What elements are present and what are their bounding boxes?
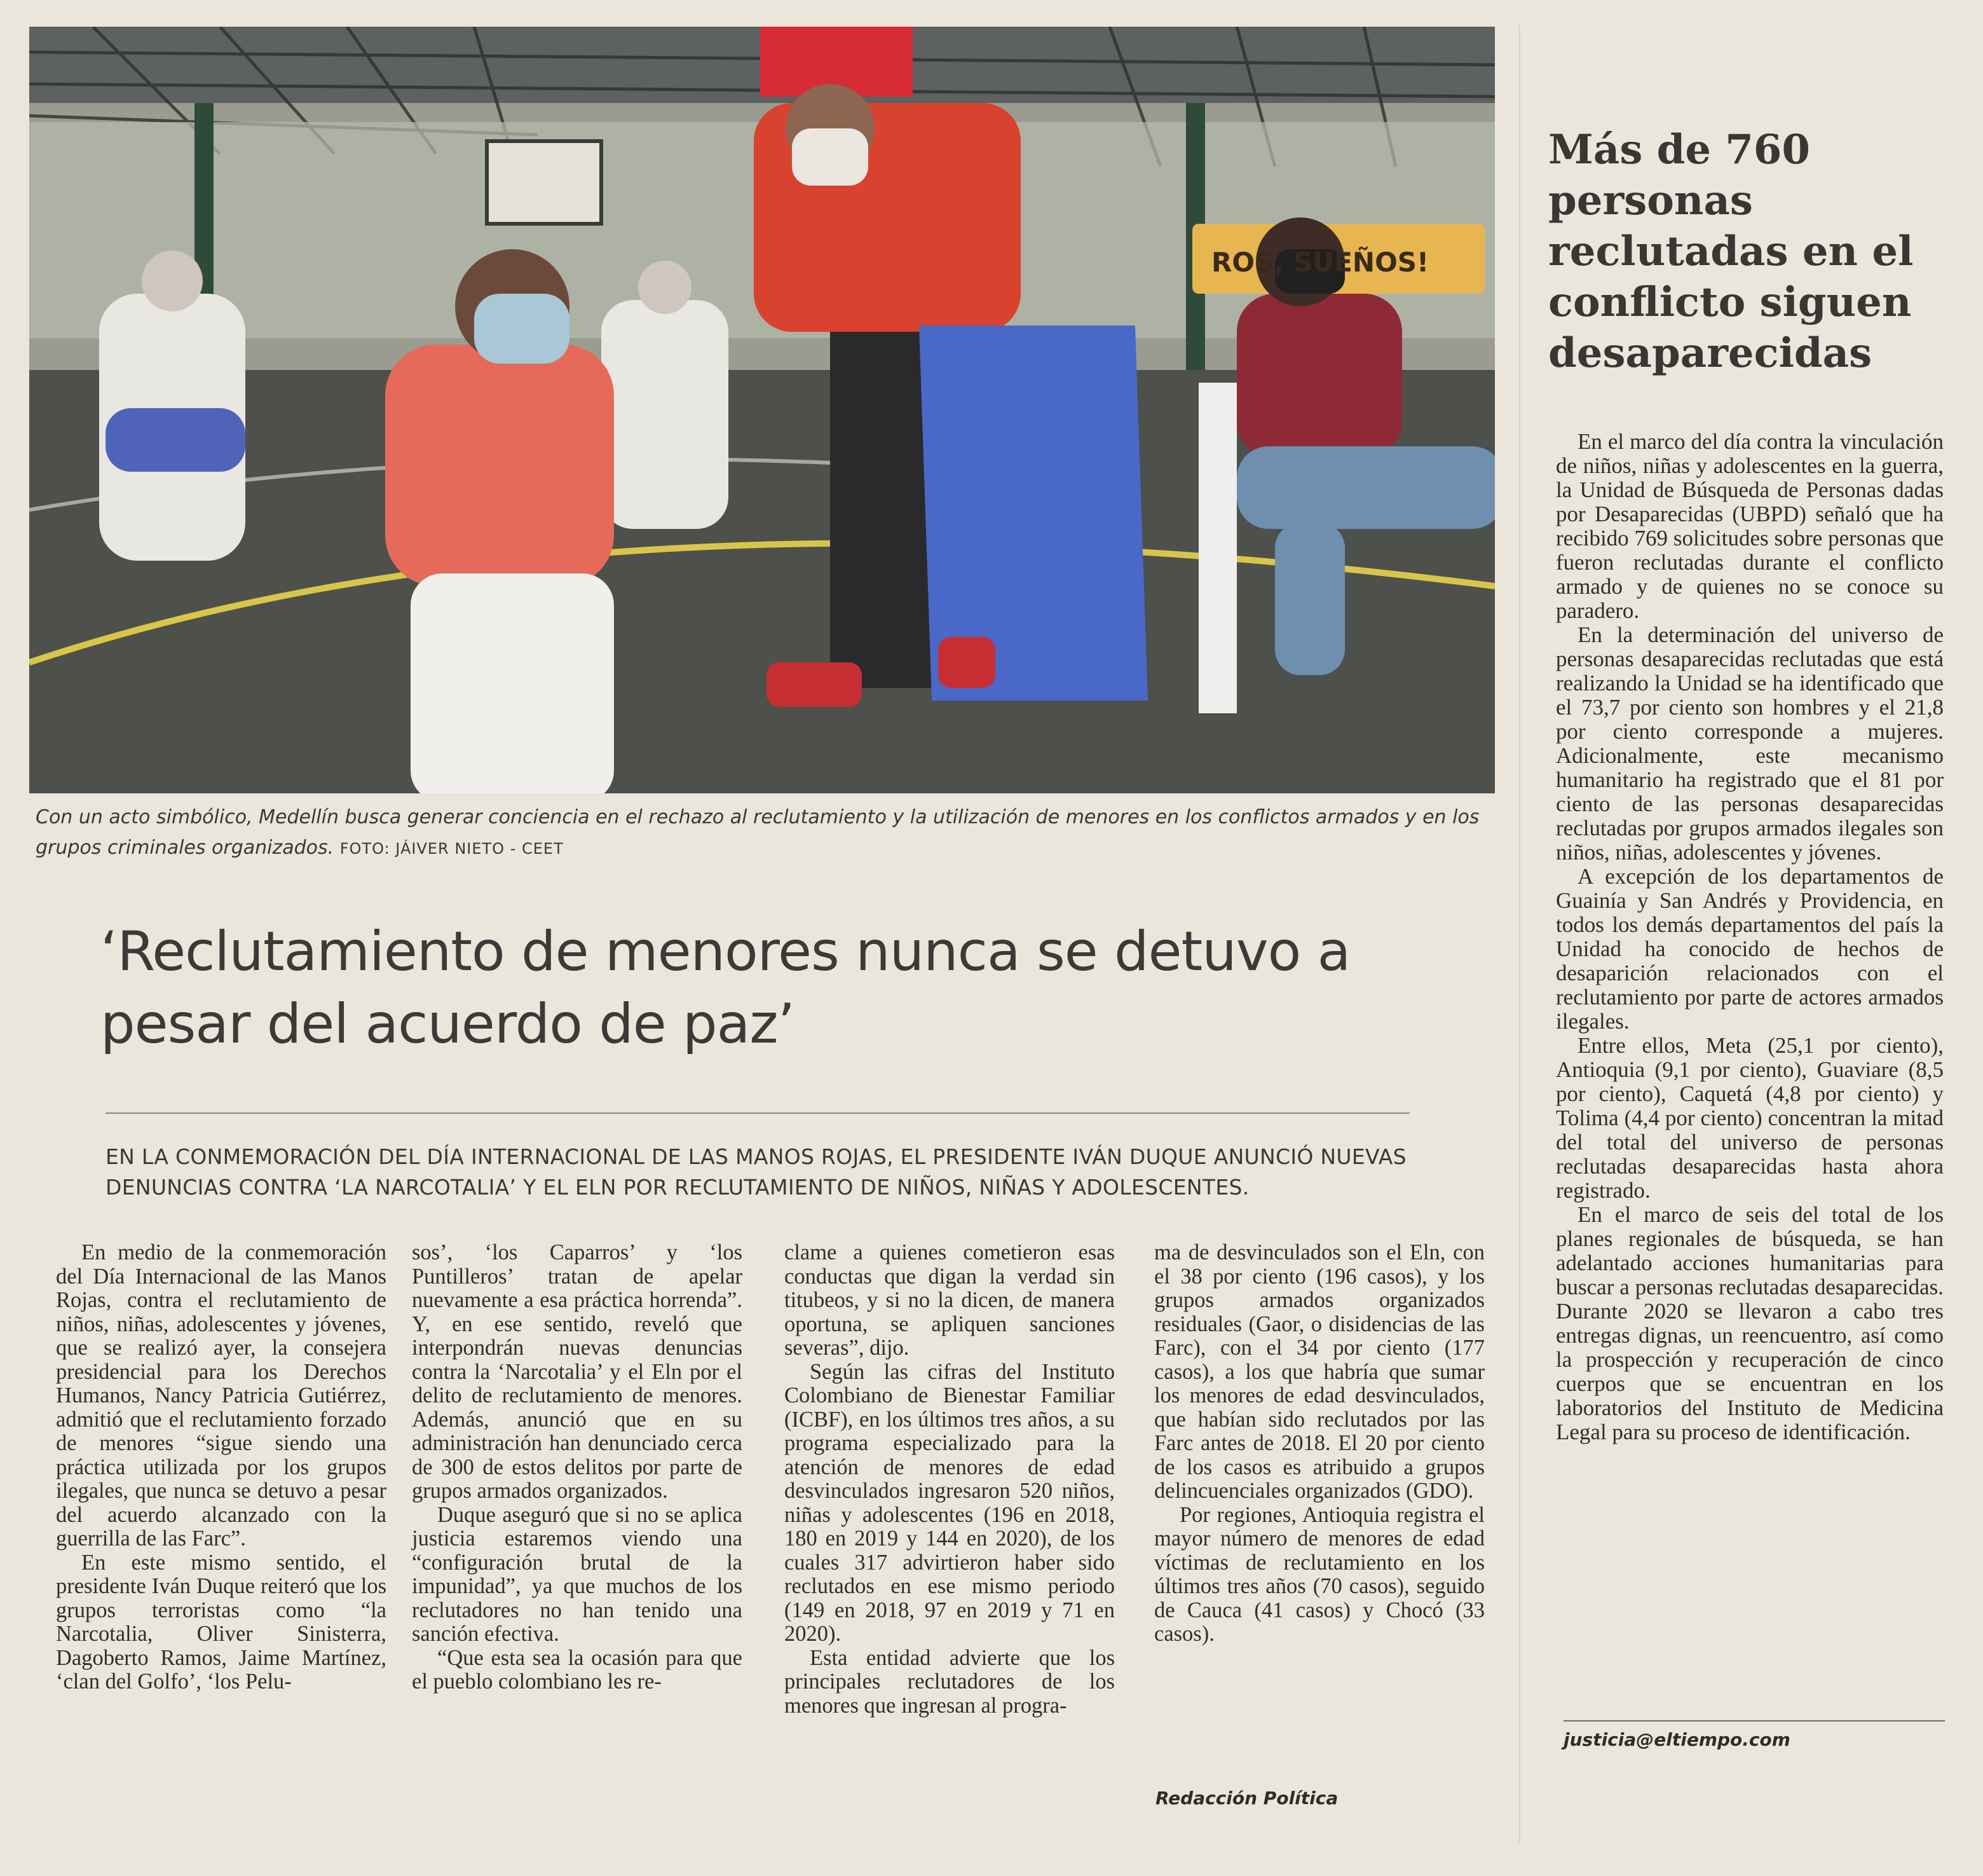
article-headline: ‘Reclutamiento de menores nunca se detuvo a pesar del acuerdo de paz’ — [100, 920, 1351, 1056]
sidebar-paragraph: A excepción de los departamentos de Guainía y San Andrés y Providencia, en todos los demás departamentos del país la Unidad ha conocido de hechos de desaparición relacionados con el reclutamiento por parte de actores armados ilegales. — [1556, 864, 1944, 1034]
article-column-1 — [56, 1241, 386, 1694]
photo-credit: FOTO: JÁIVER NIETO - CEET — [339, 840, 564, 858]
paragraph: Según las cifras del Instituto Colombiano de Bienestar Familiar (ICBF), en los últimos tres años, a su programa especializado para la atención de menores de edad desvinculados ingresaron 520 niños, niñas y adolescentes (196 en 2018, 180 en 2019 y 144 en 2020), de los cuales 317 advirtieron haber sido reclutados en ese mismo periodo (149 en 2018, 97 en 2019 y 71 en 2020). — [784, 1359, 1115, 1646]
paragraph: ma de desvinculados son el Eln, con el 38 por ciento (196 casos), y los grupos armados organizados residuales (Gaor, o disidencias de las Farc), con el 34 por ciento (177 casos), a los que habría que sumar los menores de edad desvinculados, que habían sido reclutados por las Farc antes de 2018. El 20 por ciento de los casos es atribuido a grupos delincuenciales organizados (GDO). — [1154, 1240, 1485, 1503]
sidebar-paragraph: En la determinación del universo de personas desaparecidas reclutadas que está realizando la Unidad se ha identificado que el 73,7 por ciento son hombres y el 21,8 por ciento corresponde a mujeres. Adicionalmente, este mecanismo humanitario ha registrado que el 81 por ciento de las personas desaparecidas reclutadas por grupos armados ilegales son niños, niñas, adolescentes y jóvenes. — [1556, 622, 1944, 865]
sidebar-headline: Más de 760 personas reclutadas en el conflicto siguen desaparecidas — [1548, 126, 1914, 377]
caption-text: Con un acto simbólico, Medellín busca generar conciencia en el rechazo al reclutamiento y la utilización de menores en los conflictos armados y en los grupos criminales organizados. — [36, 806, 1480, 859]
sidebar-paragraph: En el marco del día contra la vinculación de niños, niñas y adolescentes en la guerra, la Unidad de Búsqueda de Personas dadas por Desaparecidas (UBPD) señaló que ha recibido 769 solicitudes sobre personas que fueron reclutadas durante el conflicto armado y de quienes no se conoce su paradero. — [1556, 429, 1944, 623]
page-fold — [1519, 25, 1520, 1844]
sidebar-email: justicia@eltiempo.com — [1564, 1729, 1790, 1750]
photo-banner-text: ROS, SUEÑOS! — [1211, 247, 1429, 278]
paragraph: Por regiones, Antioquia registra el mayor número de menores de edad víctimas de reclutamiento en los últimos tres años (70 casos), seguido de Cauca (41 casos) y Chocó (33 casos). — [1154, 1502, 1485, 1646]
paragraph: En este mismo sentido, el presidente Iván Duque reiteró que los grupos terroristas como “la Narcotalia, Oliver Sinisterra, Dagoberto Ramos, Jaime Martínez, ‘clan del Golfo’, ‘los Pelu- — [56, 1550, 386, 1694]
sidebar-paragraph: Entre ellos, Meta (25,1 por ciento), Antioquia (9,1 por ciento), Guaviare (8,5 por ciento), Caquetá (4,8 por ciento) y Tolima (4,4 por ciento) concentran la mitad del total del universo de personas reclutadas desaparecidas hasta ahora registrado. — [1556, 1033, 1944, 1203]
article-column-3 — [784, 1241, 1115, 1718]
paragraph: “Que esta sea la ocasión para que el pueblo colombiano les re- — [412, 1645, 742, 1694]
news-photo — [29, 27, 1495, 793]
paragraph: Esta entidad advierte que los principales reclutadores de los menores que ingresan al progra- — [784, 1645, 1115, 1718]
paragraph: Duque aseguró que si no se aplica justicia estaremos viendo una “configuración brutal de la impunidad”, ya que muchos de los reclutadores no han tenido una sanción efectiva. — [412, 1502, 742, 1646]
sidebar-body — [1556, 430, 1944, 1444]
article-column-2 — [412, 1241, 742, 1694]
paragraph: En medio de la conmemoración del Día Internacional de las Manos Rojas, contra el reclutamiento de niños, niñas, adolescentes y jóvenes, que se realizó ayer, la consejera presidencial para los Derechos Humanos, Nancy Patricia Gutiérrez, admitió que el reclutamiento forzado de menores “sigue siendo una práctica utilizada por los grupos ilegales, que nunca se detuvo a pesar del acuerdo alcanzado con la guerrilla de las Farc”. — [56, 1240, 386, 1551]
article-column-4 — [1154, 1241, 1485, 1647]
paragraph: clame a quienes cometieron esas conductas que digan la verdad sin titubeos, y si no la dicen, de manera oportuna, se apliquen sanciones severas”, dijo. — [784, 1240, 1115, 1360]
photo-illustration — [29, 27, 1495, 793]
sidebar-paragraph: En el marco de seis del total de los planes regionales de búsqueda, se han adelantado acciones humanitarias para buscar a personas reclutadas desaparecidas. Durante 2020 se llevaron a cabo tres entregas dignas, un reencuentro, así como la prospección y recuperación de cinco cuerpos que se encuentran en los laboratorios del Instituto de Medicina Legal para su proceso de identificación. — [1556, 1202, 1944, 1444]
paragraph: sos’, ‘los Caparros’ y ‘los Puntilleros’ tratan de apelar nuevamente a esa práctica horrenda”. Y, en ese sentido, reveló que interpondrán nuevas denuncias contra la ‘Narcotalia’ y el Eln por el delito de reclutamiento de menores. Además, anunció que en su administración han denunciado cerca de 300 de estos delitos por parte de grupos armados organizados. — [412, 1240, 742, 1503]
byline: Redacción Política — [1155, 1788, 1339, 1809]
headline-divider — [106, 1113, 1410, 1114]
photo-caption — [36, 802, 1497, 864]
sidebar-divider — [1564, 1720, 1945, 1722]
article-deck: EN LA CONMEMORACIÓN DEL DÍA INTERNACIONAL DE LAS MANOS ROJAS, EL PRESIDENTE IVÁN DUQUE ANUNCIÓ NUEVAS DENUNCIAS CONTRA ‘LA NARCOTALIA’ Y EL ELN POR RECLUTAMIENTO DE NIÑOS, NIÑAS Y ADOLESCENTES. — [106, 1144, 1407, 1200]
